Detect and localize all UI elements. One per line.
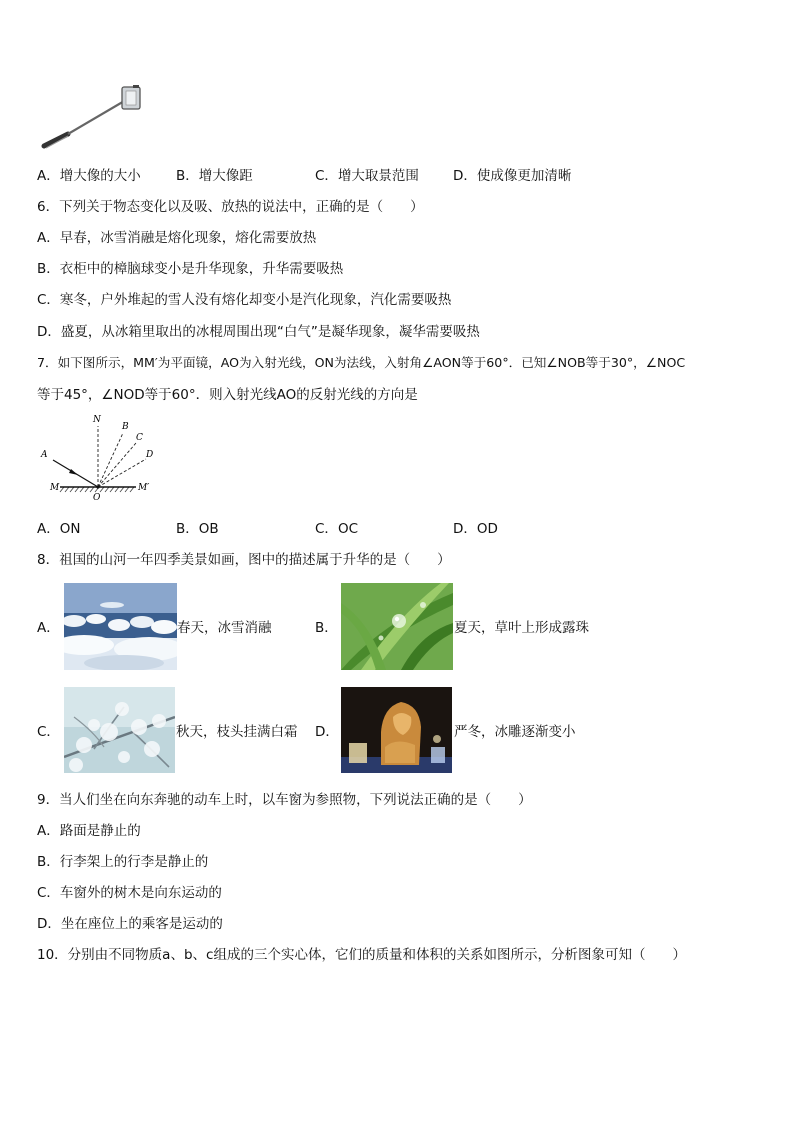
q6-option-b: B．衣柜中的樟脑球变小是升华现象，升华需要吸热 — [37, 261, 344, 277]
snow-melting-photo — [64, 583, 177, 670]
label-c: C — [136, 433, 143, 443]
q8-option-d-text: 严冬，冰雕逐渐变小 — [454, 724, 576, 740]
ice-sculpture-photo — [341, 687, 452, 773]
q8-option-c-letter: C． — [37, 724, 60, 740]
mirror-reflection-diagram — [38, 412, 158, 508]
q8-stem: 8．祖国的山河一年四季美景如画，图中的描述属于升华的是（ ） — [37, 552, 451, 568]
q9-option-b: B．行李架上的行李是静止的 — [37, 854, 209, 870]
label-o: O — [93, 493, 101, 503]
label-d: D — [146, 450, 154, 460]
label-n: N — [93, 415, 101, 425]
q9-stem: 9．当人们坐在向东奔驰的动车上时，以车窗为参照物，下列说法正确的是（ ） — [37, 792, 532, 808]
q6-option-a: A．早春，冰雪消融是熔化现象，熔化需要放热 — [37, 230, 317, 246]
label-m-prime: M′ — [138, 483, 150, 493]
q8-option-b-text: 夏天，草叶上形成露珠 — [454, 620, 589, 636]
q5-option-d: D．使成像更加清晰 — [453, 168, 572, 184]
q6-stem: 6．下列关于物态变化以及吸、放热的说法中，正确的是（ ） — [37, 199, 424, 215]
q5-option-b: B．增大像距 — [176, 168, 253, 184]
q7-option-d: D．OD — [453, 521, 498, 537]
q7-stem-line1: 7．如下图所示，MM′为平面镜，AO为入射光线，ON为法线，入射角∠AON等于60°．已知∠NOB等于30°，∠NOC — [37, 355, 686, 370]
q9-option-d: D．坐在座位上的乘客是运动的 — [37, 916, 223, 932]
q8-option-a-text: 春天，冰雪消融 — [177, 620, 272, 636]
q7-option-c: C．OC — [315, 521, 358, 537]
label-m: M — [50, 483, 60, 493]
q8-option-c-text: 秋天，枝头挂满白霜 — [176, 724, 298, 740]
q9-option-a: A．路面是静止的 — [37, 823, 141, 839]
label-a: A — [41, 450, 48, 460]
q6-option-d: D．盛夏，从冰箱里取出的冰棍周围出现“白气”是凝华现象，凝华需要吸热 — [37, 324, 480, 340]
q7-option-b: B．OB — [176, 521, 219, 537]
q5-option-a: A．增大像的大小 — [37, 168, 141, 184]
q7-stem-line2: 等于45°，∠NOD等于60°．则入射光线AO的反射光线的方向是 — [37, 387, 418, 403]
dew-on-grass-photo — [341, 583, 453, 670]
selfie-stick-image — [38, 82, 150, 154]
q7-option-a: A．ON — [37, 521, 81, 537]
q8-option-a-letter: A． — [37, 620, 60, 636]
q6-option-c: C．寒冬，户外堆起的雪人没有熔化却变小是汽化现象，汽化需要吸热 — [37, 292, 452, 308]
label-b: B — [122, 422, 129, 432]
q5-option-c: C．增大取景范围 — [315, 168, 419, 184]
q8-option-d-letter: D． — [315, 724, 339, 740]
q8-option-b-letter: B． — [315, 620, 338, 636]
q10-stem: 10．分别由不同物质a、b、c组成的三个实心体，它们的质量和体积的关系如图所示，分析图象可知（ ） — [37, 947, 686, 963]
q9-option-c: C．车窗外的树木是向东运动的 — [37, 885, 222, 901]
frost-branches-photo — [64, 687, 175, 773]
